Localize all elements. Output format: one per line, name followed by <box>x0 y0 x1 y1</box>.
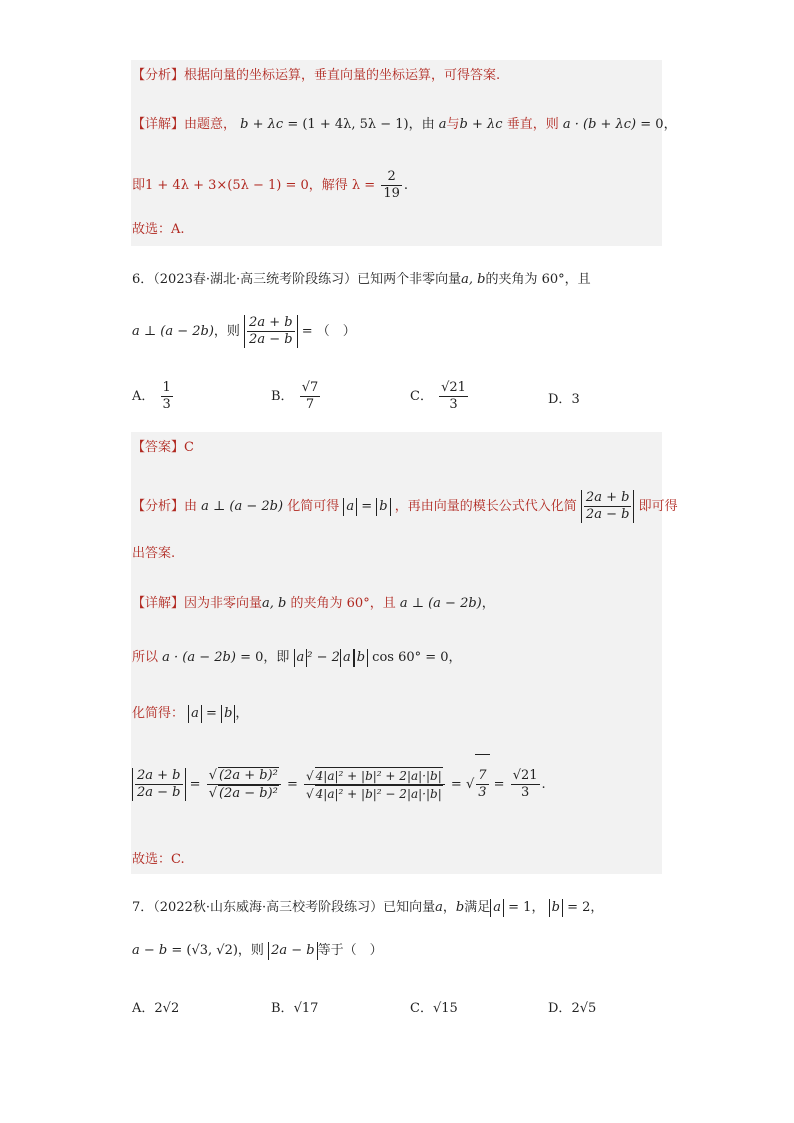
q5-choice <box>132 220 185 240</box>
option-label: D． <box>548 392 572 407</box>
choice-text: 故选：C. <box>132 852 185 867</box>
math-abs-equal: a = b <box>188 706 235 721</box>
math-b-plus-lambda-c: b + λc <box>459 117 503 132</box>
q5-solution-block <box>131 60 662 246</box>
q6-detail-line-2 <box>132 648 462 668</box>
detail-text: 因为非零向量 <box>184 596 263 611</box>
q7-option-a[interactable] <box>132 997 179 1016</box>
math-abs-b: b <box>549 899 563 917</box>
detail-text: 垂直，则 <box>506 117 559 132</box>
math-abs-2a-minus-b: 2a − b <box>268 942 318 960</box>
math-num: 2a + b <box>249 315 293 330</box>
option-value: 3 <box>571 392 580 407</box>
detail-text: cos 60° = 0， <box>372 650 462 665</box>
option-label: D． <box>548 1001 572 1016</box>
stem-text: ，则 <box>213 324 240 339</box>
abs-fraction <box>244 315 298 348</box>
q6-option-d[interactable] <box>548 388 580 407</box>
option-fraction <box>161 380 173 413</box>
sqrt-fraction: $\frac{\text{√ (2a + b)²}}{\text{√ (2a − b)²}}$ <box>207 767 281 802</box>
lambda-fraction <box>381 169 402 202</box>
option-value: 2√5 <box>571 1001 597 1016</box>
detail-text: 的夹角为 60°，且 <box>290 596 396 611</box>
detail-tag: 【详解】 <box>132 596 185 611</box>
q6-choice <box>132 850 185 870</box>
stem-text: 的夹角为 60°，且 <box>485 272 591 287</box>
fraction-denominator: 3 <box>162 397 171 412</box>
fraction-numerator: √21 <box>441 380 466 395</box>
stem-text: ， <box>442 900 456 915</box>
stem-text: = (√3, √2)，则 <box>171 943 264 958</box>
detail-tag: 【详解】 <box>132 117 185 132</box>
analysis-tag: 【分析】 <box>132 499 185 514</box>
math-abs-equal: a = b <box>343 499 390 514</box>
q6-analysis-line-1 <box>132 487 678 527</box>
fraction-denominator: 19 <box>383 186 400 201</box>
q6-stem-line-1 <box>132 270 591 290</box>
analysis-text: 根据向量的坐标运算，垂直向量的坐标运算，可得答案. <box>184 68 501 83</box>
option-label: B． <box>271 1001 294 1016</box>
q6-option-c[interactable] <box>410 380 470 413</box>
detail-text: = (1 + 4λ, 5λ − 1)，由 <box>287 117 435 132</box>
stem-text: 7．（2022秋·山东威海·高三校考阶段练习）已知向量 <box>132 900 436 915</box>
math-a-minus-b: a − b <box>132 943 168 958</box>
math-a-perp: a ⊥ (a − 2b) <box>201 499 284 514</box>
detail-text: 与 <box>446 117 460 132</box>
math-a-dot: a · (a − 2b) <box>162 650 236 665</box>
math-a-perp: a ⊥ (a − 2b) <box>132 324 214 339</box>
q7-option-b[interactable] <box>271 997 318 1016</box>
q7-stem-line-1 <box>132 898 603 918</box>
math-ab: a, b <box>461 272 486 287</box>
math-b: b <box>455 900 465 915</box>
q5-analysis <box>132 66 500 86</box>
detail-text: = 0，即 <box>240 650 290 665</box>
detail-text: 化简得： <box>132 706 185 721</box>
option-value: √15 <box>432 1001 458 1016</box>
q5-detail-line-1 <box>132 115 677 135</box>
analysis-tag: 【分析】 <box>132 68 185 83</box>
detail-text: 所以 <box>132 650 159 665</box>
option-label: C． <box>410 1001 433 1016</box>
math-ab: a, b <box>262 596 287 611</box>
expanded-fraction: $\frac{\text{√ 4|a|² + |b|² + 2|a|·|b|}}{\text{√ 4|a|² + |b|² − 2|a|·|b|}}$ <box>304 767 445 802</box>
q6-detail-line-4: $\frac{2a + b}{2a - b}$ = $\frac{\text{√ (2a + b)²}}{\text{√ (2a − b)²}}$ = $\frac{\text{√ 4|a|² + |b|² + 2|a|·|b|}}{\text{√ 4|a|² + |b|² − 2|a|·|b|}}$ = √ $\frac{7}{3}$ = $\frac{√21}{3}$ . <box>132 754 546 815</box>
math-expansion: a ² − 2 a b <box>294 650 369 665</box>
math-a-dot: a · (b + λc) <box>562 117 637 132</box>
stem-text: = 2， <box>567 900 604 915</box>
fraction-numerator: √7 <box>301 380 319 395</box>
q6-detail-line-1: 【详解】因为非零向量a, b 的夹角为 60°，且 a ⊥ (a − 2b)， <box>132 596 495 611</box>
option-fraction <box>439 380 468 413</box>
stem-text: = 1， <box>508 900 545 915</box>
q6-option-b[interactable] <box>271 380 322 413</box>
q6-detail-line-3: 化简得： a = b ， <box>132 706 249 721</box>
analysis-text: 由 <box>184 499 198 514</box>
fraction-denominator: 3 <box>449 397 458 412</box>
detail-text: 即1 + 4λ + 3×(5λ − 1) = 0，解得 λ = <box>132 178 376 193</box>
option-label: A． <box>132 389 155 404</box>
choice-text: 故选：A. <box>132 222 185 237</box>
analysis-text: 即可得 <box>638 499 678 514</box>
q6-option-a[interactable] <box>132 380 175 413</box>
stem-text: 等于（ ） <box>317 943 383 958</box>
sqrt-seven-thirds: √ $\frac{7}{3}$ <box>466 777 490 792</box>
math-den: 2a − b <box>249 332 293 347</box>
fraction-denominator: 7 <box>305 397 315 412</box>
math-a: a <box>435 900 443 915</box>
q7-option-c[interactable] <box>410 997 458 1016</box>
option-label: C． <box>410 389 433 404</box>
option-value: 2√2 <box>154 1001 180 1016</box>
q7-option-d[interactable] <box>548 997 596 1016</box>
math-a-perp: a ⊥ (a − 2b) <box>399 596 482 611</box>
math-b-plus-lambda-c: b + λc <box>240 117 284 132</box>
math-abs-a: a <box>490 899 504 917</box>
option-label: B． <box>271 389 294 404</box>
fraction-numerator: 2 <box>381 169 402 186</box>
stem-text: 6．（2023春·湖北·高三统考阶段练习）已知两个非零向量 <box>132 272 462 287</box>
answer-text: 【答案】C <box>132 440 194 455</box>
math-a: a <box>438 117 447 132</box>
analysis-text: ，再由向量的模长公式代入化简 <box>394 499 577 514</box>
option-fraction <box>300 380 321 413</box>
detail-text: = 0， <box>640 117 677 132</box>
q6-analysis-line-2 <box>132 544 175 564</box>
stem-text: 满足 <box>464 900 491 915</box>
option-label: A． <box>132 1001 155 1016</box>
q5-detail-line-2: 即1 + 4λ + 3×(5λ − 1) = 0，解得 λ = $\frac{2}{19}$ . <box>132 169 408 201</box>
result-fraction: $\frac{√21}{3}$ <box>512 768 538 800</box>
abs-fraction: $\frac{2a + b}{2a - b}$ <box>581 490 635 523</box>
abs-fraction: $\frac{2a + b}{2a - b}$ <box>132 768 186 801</box>
q7-stem-line-2 <box>132 941 383 961</box>
analysis-text: 出答案. <box>132 546 176 561</box>
detail-text: 由题意， <box>184 117 237 132</box>
q6-answer <box>132 438 194 458</box>
fraction-numerator: 1 <box>162 380 171 395</box>
option-value: √17 <box>293 1001 319 1016</box>
analysis-text: 化简可得 <box>287 499 340 514</box>
period: . <box>541 777 546 792</box>
stem-text: = （ ） <box>301 324 356 339</box>
q6-stem-line-2 <box>132 312 356 352</box>
